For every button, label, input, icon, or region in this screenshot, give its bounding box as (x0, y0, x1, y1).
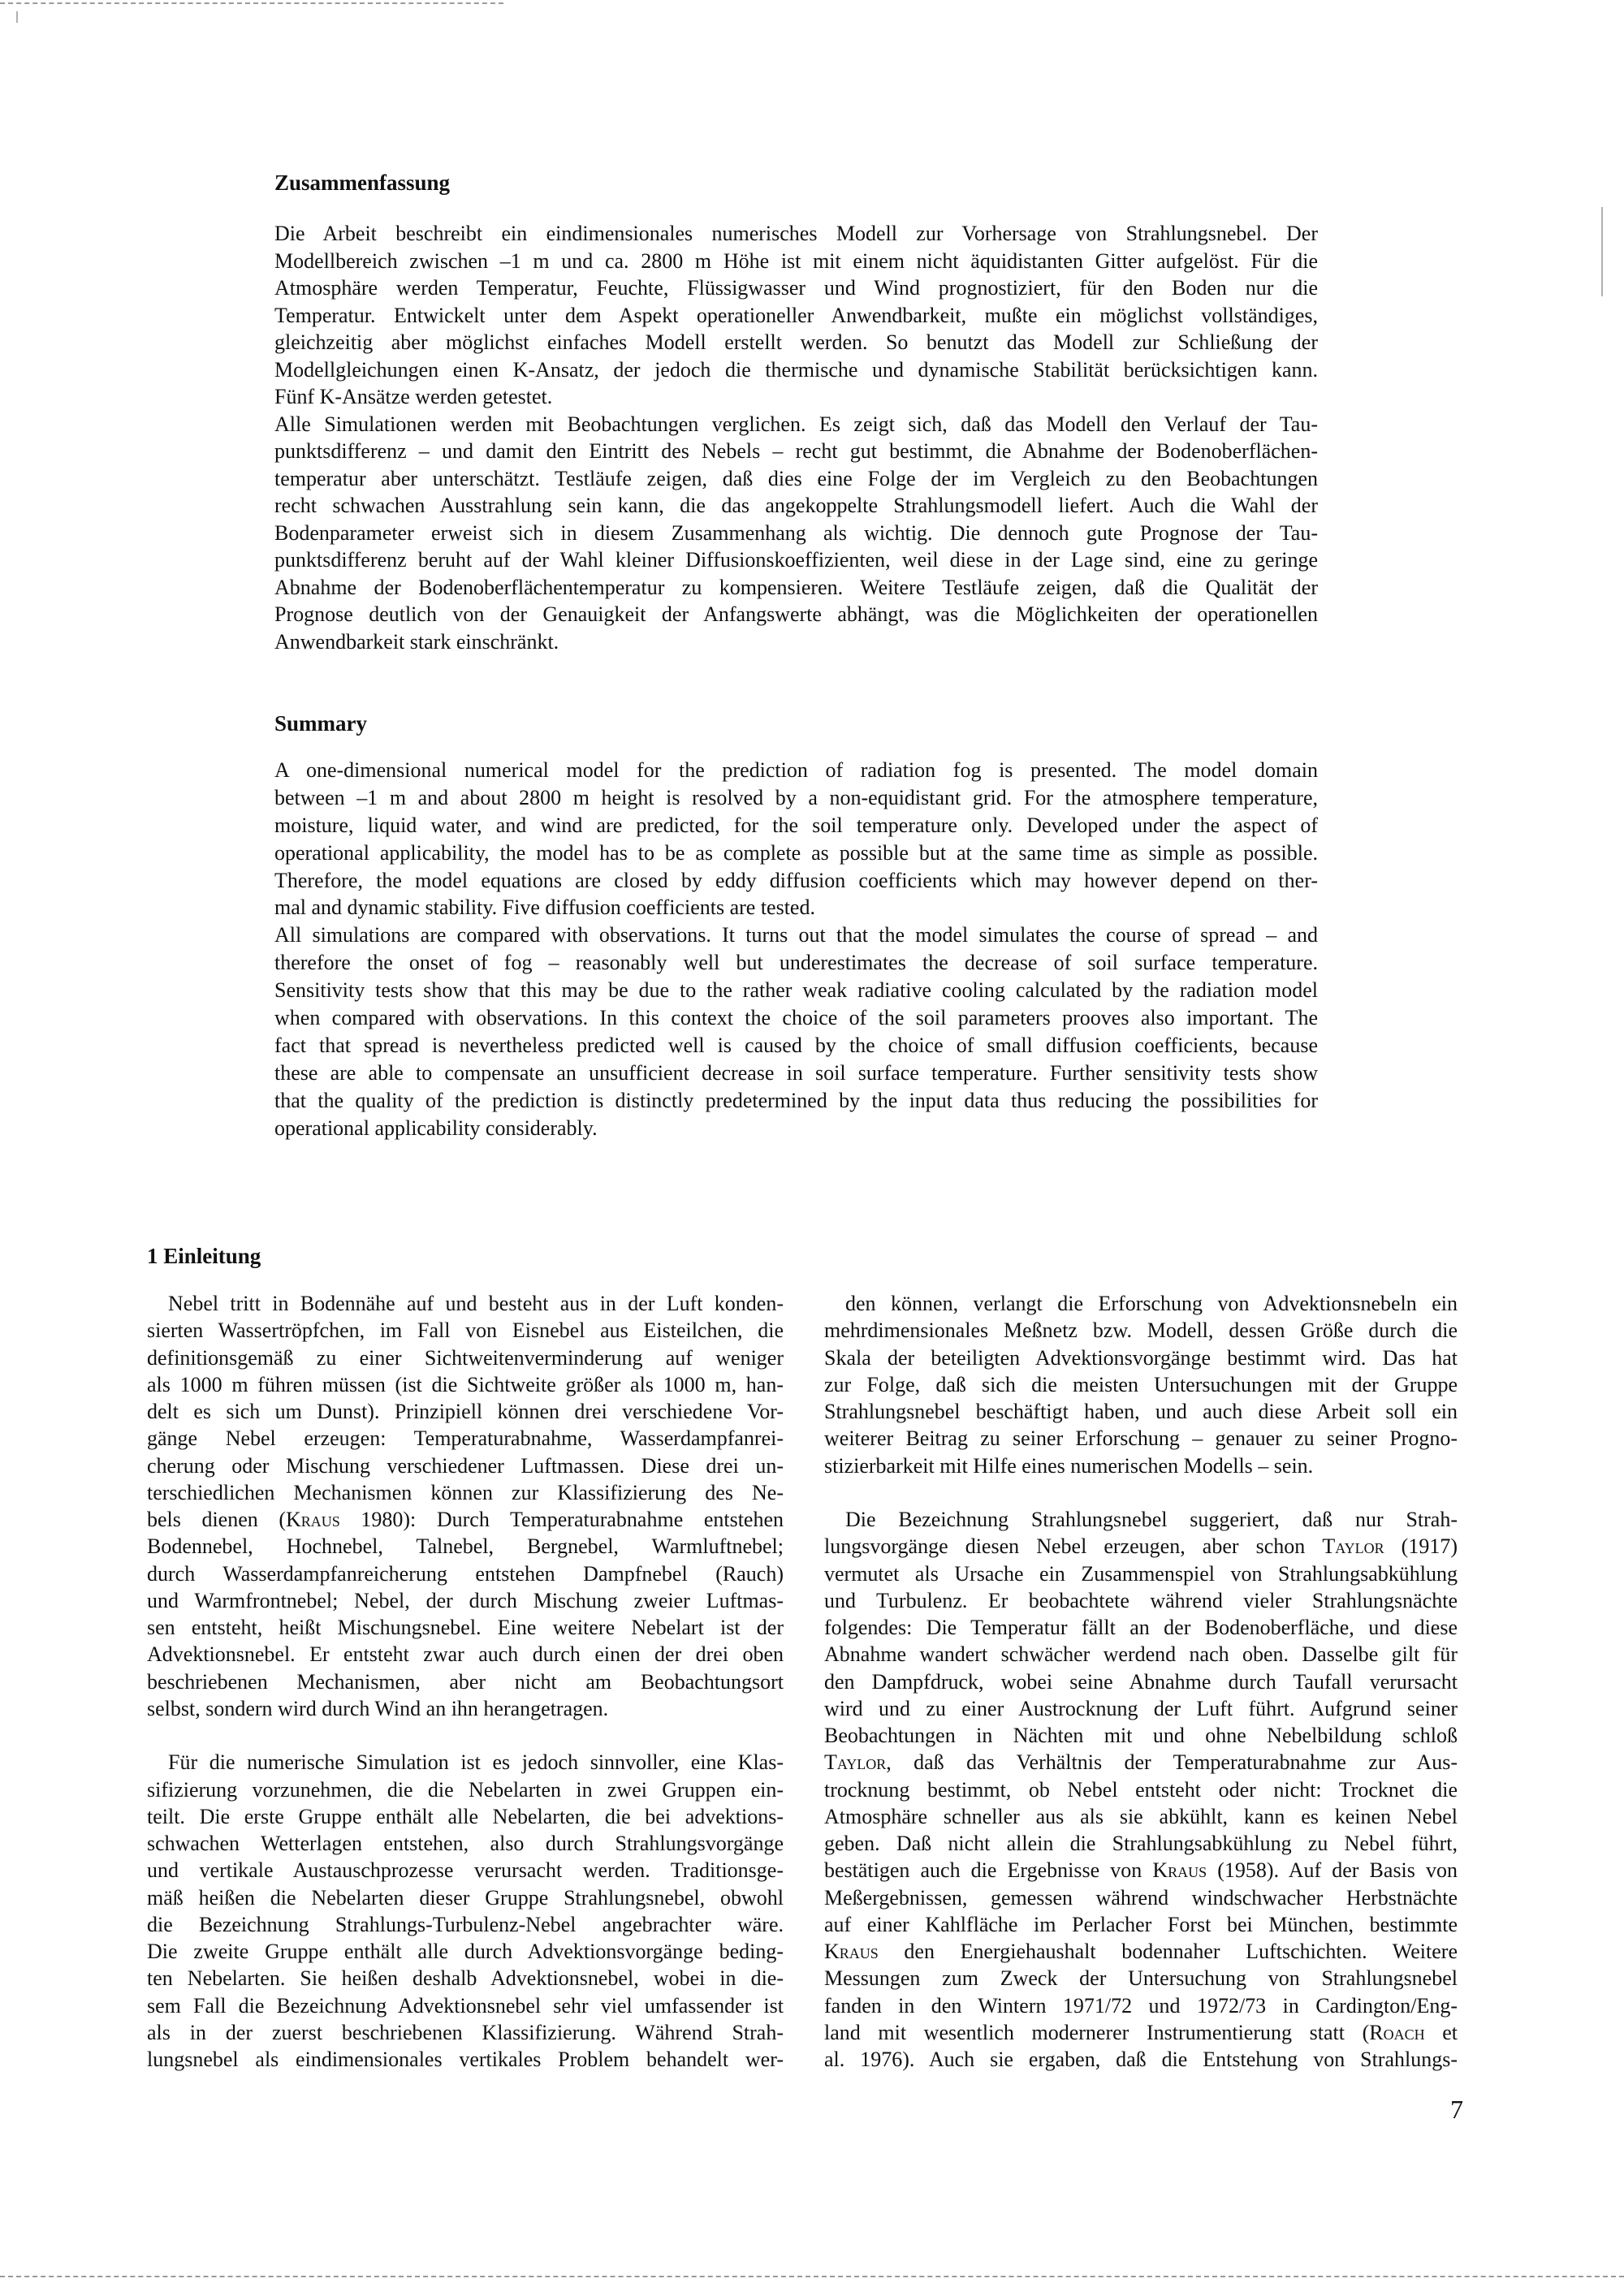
text-line: Anwendbarkeit stark einschränkt. (274, 629, 559, 654)
text-line: beschriebenen Mechanismen, aber nicht am Beobachtungsort (147, 1669, 784, 1694)
paragraph (274, 757, 1318, 921)
text-line: die Bezeichnung Strahlungs-Turbulenz-Nebel angebrachter wäre. (147, 1912, 784, 1936)
text-line (824, 2019, 1458, 2046)
text-line: wird und zu einer Austrocknung der Luft führt. Aufgrund seiner (824, 1696, 1458, 1720)
paragraph (824, 1290, 1458, 1479)
text-line: Messungen zum Zweck der Untersuchung von Strahlungsnebel (824, 1966, 1458, 1991)
text-line: als 1000 m führen müssen (ist die Sichtweite größer als 1000 m, han- (147, 1372, 784, 1396)
paragraph (274, 411, 1318, 656)
text-segment: (1917) (1384, 1534, 1458, 1559)
text-segment: 1980): Durch Temperaturabnahme entstehen (339, 1508, 784, 1531)
text-line (824, 1938, 1458, 1965)
text-line: ten Nebelarten. Sie heißen deshalb Advektionsnebel, wobei in die- (147, 1966, 784, 1991)
text-line: Atmosphäre schneller aus als sie abkühlt, kann es keinen Nebel (824, 1804, 1458, 1828)
text-line: vermutet als Ursache ein Zusammenspiel von Strahlungsabkühlung (824, 1561, 1458, 1586)
text-line: fanden in den Wintern 1971/72 und 1972/73 in Cardington/Eng- (824, 1993, 1458, 2018)
text-line: Meßergebnissen, gemessen während windschwacher Herbstnächte (824, 1885, 1458, 1910)
text-line: den Dampfdruck, wobei seine Abnahme durch Taufall verursacht (824, 1669, 1458, 1694)
abstract-german (274, 220, 1318, 655)
text-line (824, 1533, 1458, 1560)
paragraph (147, 1749, 784, 2073)
text-line: lungsnebel als eindimensionales vertikales Problem behandelt wer- (147, 2048, 784, 2071)
text-segment: (1958). Auf der Basis von (1207, 1858, 1458, 1883)
text-line: al. 1976). Auch sie ergaben, daß die Entstehung von Strahlungs- (824, 2048, 1458, 2071)
text-line: und Warmfrontnebel; Nebel, der durch Mischung zweier Luftmas- (147, 1588, 784, 1612)
text-line (147, 1506, 784, 1533)
text-line: recht schwachen Ausstrahlung sein kann, die das angekoppelte Strahlungsmodell liefert. Auch die Wahl der (274, 494, 1318, 517)
text-segment: et (1424, 2020, 1458, 2044)
text-line: Alle Simulationen werden mit Beobachtungen verglichen. Es zeigt sich, daß das Modell den Verlauf der Tau- (274, 412, 1318, 436)
text-line: sen entsteht, heißt Mischungsnebel. Eine weitere Nebelart ist der (147, 1616, 784, 1639)
text-line (824, 1857, 1458, 1884)
text-line: definitionsgemäß zu einer Sichtweitenverminderung auf weniger (147, 1345, 784, 1370)
text-line: und vertikale Austauschprozesse verursacht werden. Traditionsge- (147, 1858, 784, 1883)
scan-edge-line (1601, 207, 1603, 296)
text-line: Atmosphäre werden Temperatur, Feuchte, Flüssigwasser und Wind prognostiziert, für den Boden nur die (274, 276, 1318, 300)
section-heading: 1 Einleitung (147, 1244, 261, 1268)
left-column (147, 1290, 784, 2073)
text-line: durch Wasserdampfanreicherung entstehen Dampfnebel (Rauch) (147, 1561, 784, 1586)
paragraph (824, 1506, 1458, 2073)
page-number: 7 (1450, 2095, 1463, 2124)
text-line: Die Arbeit beschreibt ein eindimensionales numerisches Modell zur Vorhersage von Strahlungsnebel. Der (274, 222, 1318, 245)
text-line: geben. Daß nicht allein die Strahlungsabkühlung zu Nebel führt, (824, 1832, 1458, 1855)
text-line: selbst, sondern wird durch Wind an ihn herangetragen. (147, 1696, 609, 1720)
author-citation: Taylor (1322, 1534, 1384, 1559)
text-line: Temperatur. Entwickelt unter dem Aspekt operationeller Anwendbarkeit, mußte ein möglichst vollständiges, (274, 303, 1318, 327)
text-line: moisture, liquid water, and wind are predicted, for the soil temperature only. Developed under the aspect of (274, 813, 1318, 837)
text-segment: bels dienen ( (147, 1508, 287, 1531)
text-line: terschiedlichen Mechanismen können zur Klassifizierung des Ne- (147, 1480, 784, 1504)
text-line: Therefore, the model equations are closed by eddy diffusion coefficients which may however depend on ther- (274, 868, 1318, 892)
text-line: schwachen Wetterlagen entstehen, also durch Strahlungsvorgänge (147, 1832, 784, 1855)
text-line: Advektionsnebel. Er entsteht zwar auch durch einen der drei oben (147, 1642, 784, 1667)
abstract-english (274, 757, 1318, 1142)
text-line: that the quality of the prediction is distinctly predetermined by the input data thus reducing the possibilities for (274, 1088, 1318, 1112)
text-line: Die Bezeichnung Strahlungsnebel suggeriert, daß nur Strah- (845, 1508, 1458, 1531)
text-line: therefore the onset of fog – reasonably well but underestimates the decrease of soil surface temperature. (274, 951, 1318, 975)
text-line: punktsdifferenz beruht auf der Wahl kleiner Diffusionskoeffizienten, weil diese in der Lage sind, eine zu geringe (274, 548, 1318, 572)
text-line: Abnahme wandert schwächer werdend nach oben. Dasselbe gilt für (824, 1642, 1458, 1667)
text-line: den können, verlangt die Erforschung von Advektionsnebeln ein (845, 1292, 1458, 1315)
paragraph (274, 921, 1318, 1142)
text-line: trocknung bestimmt, ob Nebel entsteht oder nicht: Trocknet die (824, 1777, 1458, 1802)
text-line: Modellbereich zwischen –1 m und ca. 2800 m Höhe ist mit einem nicht äquidistanten Gitter aufgelöst. Für die (274, 248, 1318, 273)
text-line: punktsdifferenz – und damit den Eintritt des Nebels – recht gut bestimmt, die Abnahme der Bodenoberflächen- (274, 439, 1318, 463)
text-line: Modellgleichungen einen K-Ansatz, der jedoch die thermische und dynamische Stabilität berücksichtigen kann. (274, 357, 1318, 382)
author-citation: Roach (1369, 2020, 1425, 2044)
text-line: sifizierung vorzunehmen, die die Nebelarten in zwei Gruppen ein- (147, 1777, 784, 1802)
scan-edge-line (0, 2276, 1624, 2277)
abstract-heading-german: Zusammenfassung (274, 170, 451, 195)
text-line (824, 1749, 1458, 1776)
text-line: temperatur aber unterschätzt. Testläufe zeigen, daß dies eine Folge der im Vergleich zu den Beobachtungen (274, 466, 1318, 490)
text-line: mäß heißen die Nebelarten dieser Gruppe Strahlungsnebel, obwohl (147, 1885, 784, 1910)
text-line: weiterer Beitrag zu seiner Erforschung – genauer zu seiner Progno- (824, 1426, 1458, 1451)
text-line: Die zweite Gruppe enthält alle durch Advektionsvorgänge beding- (147, 1940, 784, 1963)
text-line: mehrdimensionales Meßnetz bzw. Modell, dessen Größe durch die (824, 1318, 1458, 1343)
author-citation: Kraus (1152, 1858, 1207, 1883)
text-line: fact that spread is nevertheless predicted well is caused by the choice of small diffusion coefficients, because (274, 1033, 1318, 1057)
text-line: Strahlungsnebel beschäftigt haben, und auch diese Arbeit soll ein (824, 1400, 1458, 1423)
text-line: Bodennebel, Hochnebel, Talnebel, Bergnebel, Warmluftnebel; (147, 1534, 784, 1559)
right-column (824, 1290, 1458, 2073)
scan-edge-line (0, 2, 503, 4)
text-line: mal and dynamic stability. Five diffusion coefficients are tested. (274, 896, 815, 920)
text-segment: land mit wesentlich modernerer Instrumentierung statt ( (824, 2020, 1370, 2044)
author-citation: Kraus (286, 1508, 340, 1531)
text-line: Abnahme der Bodenoberflächentemperatur zu kompensieren. Weitere Testläufe zeigen, daß die Qualität der (274, 575, 1318, 599)
text-line: when compared with observations. In this context the choice of the soil parameters prooves also important. The (274, 1006, 1318, 1030)
text-line: sem Fall die Bezeichnung Advektionsnebel sehr viel umfassender ist (147, 1993, 784, 2018)
text-segment: bestätigen auch die Ergebnisse von (824, 1858, 1153, 1883)
text-line: gänge Nebel erzeugen: Temperaturabnahme, Wasserdampfanrei- (147, 1426, 784, 1451)
text-segment: den Energiehaushalt bodennaher Luftschichten. Weitere (878, 1940, 1458, 1963)
text-line: Für die numerische Simulation ist es jedoch sinnvoller, eine Klas- (168, 1750, 784, 1775)
author-citation: Taylor (824, 1750, 887, 1775)
text-line: operational applicability considerably. (274, 1116, 598, 1140)
text-line: sierten Wassertröpfchen, im Fall von Eisnebel aus Eisteilchen, die (147, 1318, 784, 1343)
author-citation: Kraus (824, 1940, 879, 1963)
text-segment: lungsvorgänge diesen Nebel erzeugen, aber schon (824, 1534, 1323, 1559)
text-line: between –1 m and about 2800 m height is resolved by a non-equidistant grid. For the atmosphere temperature, (274, 785, 1318, 809)
text-line: und Turbulenz. Er beobachtete während vieler Strahlungsnächte (824, 1588, 1458, 1612)
text-line: stizierbarkeit mit Hilfe eines numerischen Modells – sein. (824, 1453, 1314, 1478)
scan-mark (16, 11, 18, 23)
text-segment: , daß das Verhältnis der Temperaturabnahme zur Aus- (886, 1750, 1458, 1775)
text-line: Bodenparameter erweist sich in diesem Zusammenhang als wichtig. Die dennoch gute Prognose der Tau- (274, 520, 1318, 545)
text-line: auf einer Kahlfläche im Perlacher Forst bei München, bestimmte (824, 1912, 1458, 1936)
text-line: All simulations are compared with observations. It turns out that the model simulates the course of spread – and (274, 923, 1318, 947)
text-line: Nebel tritt in Bodennähe auf und besteht aus in der Luft konden- (168, 1292, 784, 1315)
paragraph (274, 220, 1318, 411)
text-line: folgendes: Die Temperatur fällt an der Bodenoberfläche, und diese (824, 1616, 1458, 1639)
text-line: operational applicability, the model has to be as complete as possible but at the same time as simple as possible. (274, 840, 1318, 865)
text-line: delt es sich um Dunst). Prinzipiell können drei verschiedene Vor- (147, 1400, 784, 1423)
abstract-heading-english: Summary (274, 711, 367, 736)
text-line: gleichzeitig aber möglichst einfaches Modell erstellt werden. So benutzt das Modell zur Schließung der (274, 330, 1318, 354)
text-line: Sensitivity tests show that this may be due to the rather weak radiative cooling calculated by the radiation model (274, 978, 1318, 1003)
text-line: Beobachtungen in Nächten mit und ohne Nebelbildung schloß (824, 1724, 1458, 1747)
text-line: these are able to compensate an unsufficient decrease in soil surface temperature. Further sensitivity tests show (274, 1060, 1318, 1085)
text-line: cherung oder Mischung verschiedener Luftmassen. Diese drei un- (147, 1453, 784, 1478)
paragraph (147, 1290, 784, 1722)
text-line: Skala der beteiligten Advektionsvorgänge bestimmt wird. Das hat (824, 1345, 1458, 1370)
text-line: teilt. Die erste Gruppe enthält alle Nebelarten, die bei advektions- (147, 1804, 784, 1828)
text-line: als in der zuerst beschriebenen Klassifizierung. Während Strah- (147, 2020, 784, 2044)
text-line: Prognose deutlich von der Genauigkeit der Anfangswerte abhängt, was die Möglichkeiten der operationellen (274, 602, 1318, 626)
text-line: Fünf K-Ansätze werden getestet. (274, 385, 553, 408)
text-line: A one-dimensional numerical model for the prediction of radiation fog is presented. The model domain (274, 758, 1318, 782)
text-line: zur Folge, daß sich die meisten Untersuchungen mit der Gruppe (824, 1372, 1458, 1396)
